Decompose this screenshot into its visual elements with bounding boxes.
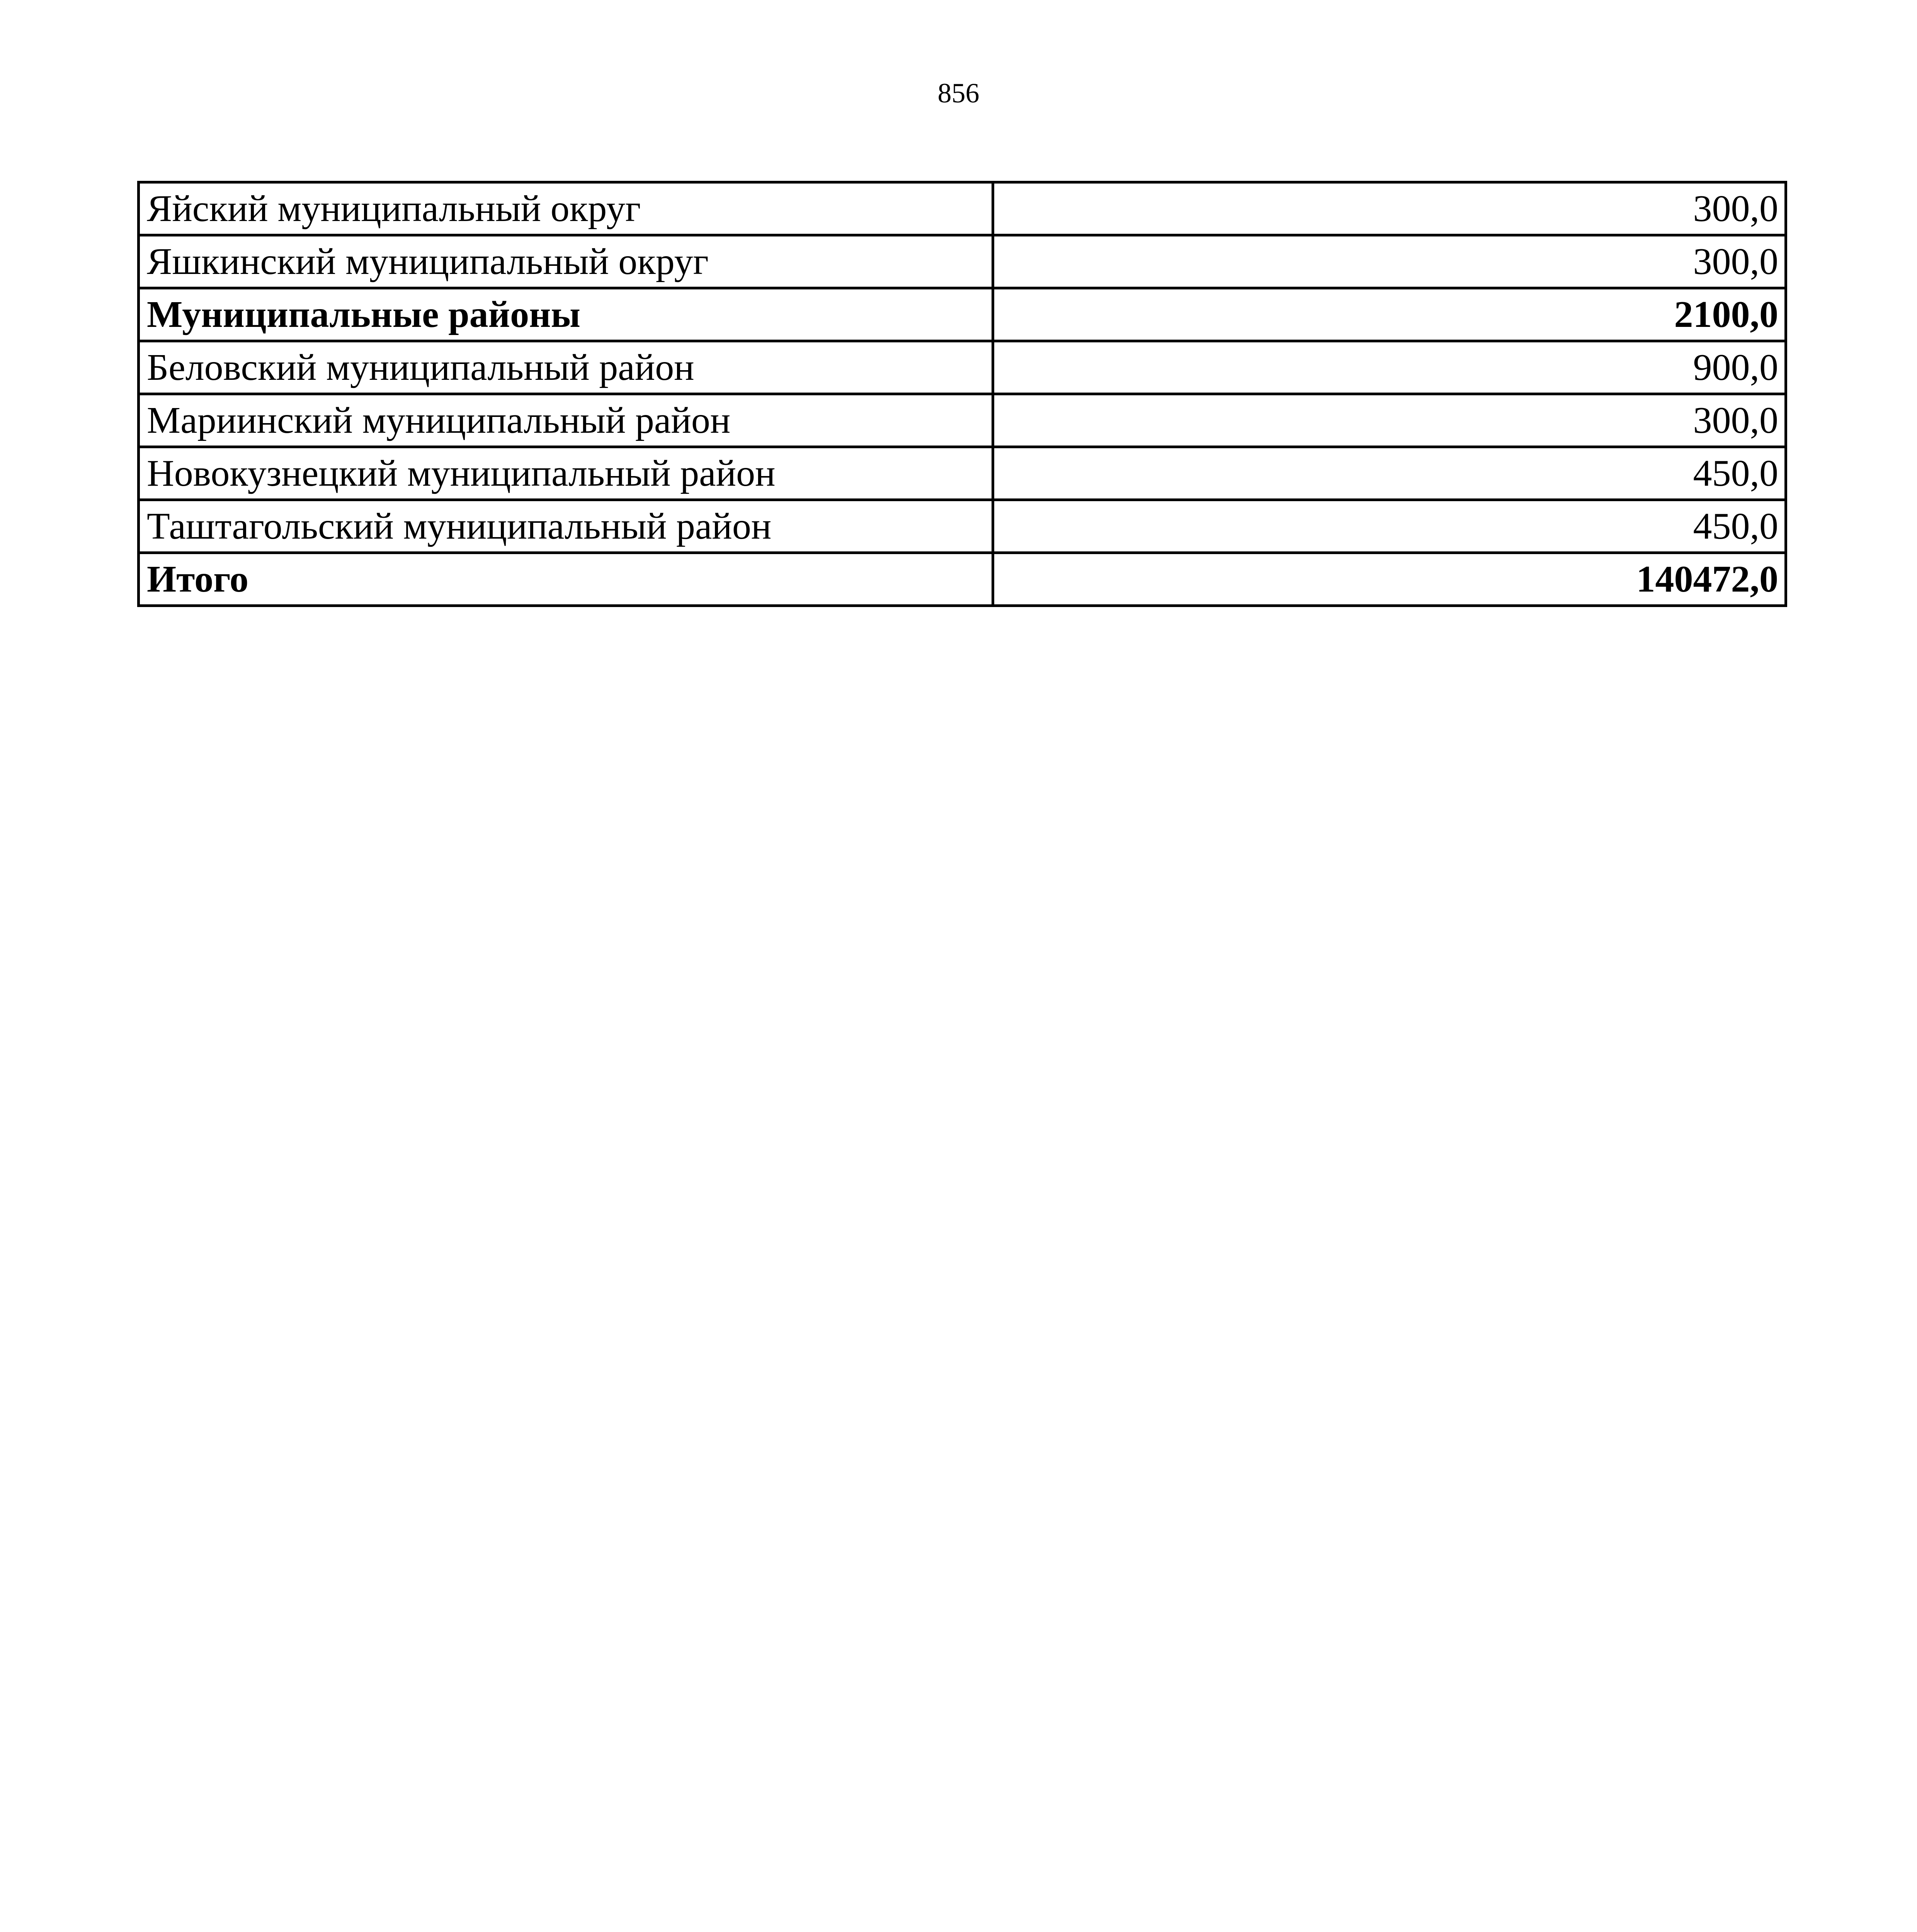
table-row <box>139 500 1786 553</box>
table-row <box>139 182 1786 235</box>
table-row-total <box>139 553 1786 606</box>
row-value: 140472,0 <box>993 553 1786 606</box>
table-row-subtotal <box>139 288 1786 341</box>
page-number: 856 <box>937 78 980 109</box>
row-name: Яшкинский муниципальный округ <box>139 235 993 288</box>
row-name: Таштагольский муниципальный район <box>139 500 993 553</box>
row-value: 450,0 <box>993 447 1786 500</box>
row-value: 300,0 <box>993 235 1786 288</box>
row-name: Итого <box>139 553 993 606</box>
allocation-table <box>137 181 1787 607</box>
row-name: Яйский муниципальный округ <box>139 182 993 235</box>
row-value: 300,0 <box>993 182 1786 235</box>
row-value: 300,0 <box>993 394 1786 447</box>
row-value: 2100,0 <box>993 288 1786 341</box>
row-value: 900,0 <box>993 341 1786 394</box>
row-name: Мариинский муниципальный район <box>139 394 993 447</box>
row-value: 450,0 <box>993 500 1786 553</box>
row-name: Муниципальные районы <box>139 288 993 341</box>
table-row <box>139 394 1786 447</box>
table-row <box>139 235 1786 288</box>
row-name: Новокузнецкий муниципальный район <box>139 447 993 500</box>
table-row <box>139 447 1786 500</box>
table-row <box>139 341 1786 394</box>
row-name: Беловский муниципальный район <box>139 341 993 394</box>
